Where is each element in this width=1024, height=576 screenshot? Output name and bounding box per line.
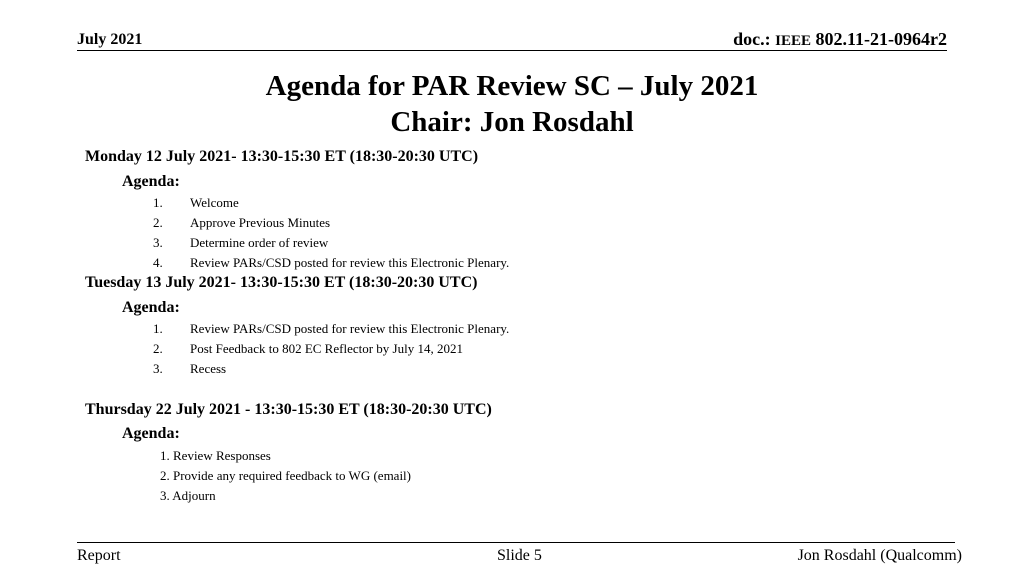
session-heading-thursday: Thursday 22 July 2021 - 13:30-15:30 ET (18:30-20:30 UTC) [85,401,492,418]
doc-org: IEEE [775,33,812,49]
title-line-2: Chair: Jon Rosdahl [390,106,634,138]
slide: July 2021 doc.: IEEE 802.11-21-0964r2 Agenda for PAR Review SC – July 2021 Chair: Jon Rosdahl Monday 12 July 2021- 13:30-15:30 ET (18:30-20:30 UTC) Agenda: 1. Welcome 2. Approve Previous Minutes 3. Determine order of review 4. Review PARs/CSD posted for review this Electronic Plenary. Tuesday 13 July 2021- 13:30-15:30 ET (18:30-20:30 UTC) Agenda: 1. Review PARs/CSD posted for review this Electronic Plenary. 2. Post Feedback to 802 EC Reflector by July 14, 2021 3. Recess Thursday 22 July 2021 - 13:30-15:30 ET (18:30-20:30 UTC) Agenda: 1. Review Responses 2. Provide any required feedback to WG (email) 3. Adjourn Report Slide 5 Jon Rosdahl (Qualcomm) [0,0,1024,576]
slide-title [0,68,1024,140]
agenda-label-thursday: Agenda: [122,425,180,442]
list-item: 1. Review Responses [160,448,271,463]
header-divider [77,50,947,51]
session-heading-monday: Monday 12 July 2021- 13:30-15:30 ET (18:30-20:30 UTC) [85,148,479,165]
agenda-label-monday: Agenda: [122,173,180,190]
footer-author: Jon Rosdahl (Qualcomm) [797,547,962,564]
footer-divider [77,542,955,543]
list-item: 2. Provide any required feedback to WG (email) [160,468,411,483]
doc-number: 802.11-21-0964r2 [815,29,947,49]
doc-prefix: doc.: [733,29,771,49]
title-line-1: Agenda for PAR Review SC – July 2021 [265,70,759,102]
header-date: July 2021 [77,31,143,48]
header-doc-id [733,29,947,50]
footer-slide-number: Slide 5 [497,547,542,564]
agenda-label-tuesday: Agenda: [122,299,180,316]
session-heading-tuesday: Tuesday 13 July 2021- 13:30-15:30 ET (18:30-20:30 UTC) [85,274,478,291]
list-item: 3. Adjourn [160,488,216,503]
footer-report: Report [77,547,121,564]
